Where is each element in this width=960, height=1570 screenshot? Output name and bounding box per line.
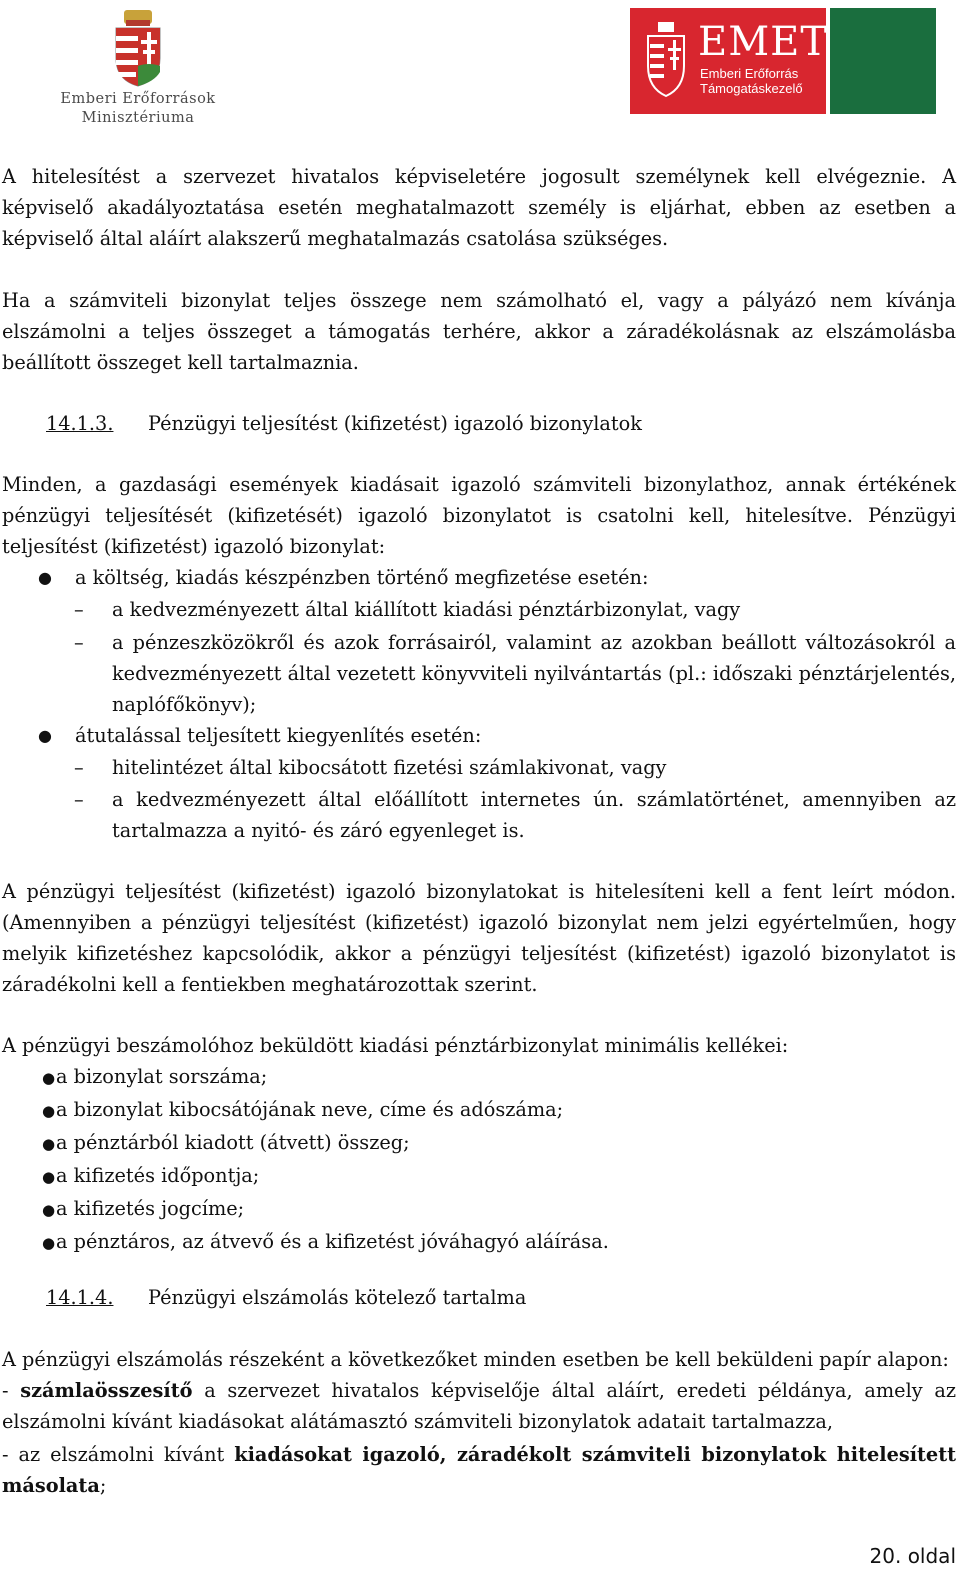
bullet-icon: ● (42, 1135, 56, 1153)
ministry-line-2: Minisztériuma (81, 110, 195, 126)
emet-title: EMET (698, 19, 829, 65)
list-subitem-bookkeeping: a pénzeszközökről és azok forrásairól, valamint az azokban beállott változásokról a kedvezményezett által vezetett könyvviteli nyilvántartás (pl.: időszaki pénztárjelentés, naplófőkönyv); (112, 631, 956, 716)
bold-term: kiadásokat igazoló, záradékolt számviteli bizonylatok hitelesített másolata (2, 1443, 957, 1497)
list-subitem-cash-receipt: a kedvezményezett által kiállított kiadási pénztárbizonylat, vagy (112, 598, 741, 621)
list-item: ●a kifizetés jogcíme; (42, 1193, 609, 1226)
section-title: Pénzügyi teljesítést (kifizetést) igazoló bizonylatok (148, 412, 642, 435)
bullet-icon: ● (42, 1102, 56, 1120)
list-item-transfer: átutalással teljesített kiegyenlítés esetén: (75, 724, 482, 747)
page-number: 20. oldal (869, 1544, 956, 1568)
list-item-cash: a költség, kiadás készpénzben történő megfizetése esetén: (75, 566, 649, 589)
list-item: ●a bizonylat kibocsátójának neve, címe és adószáma; (42, 1094, 609, 1127)
section-title: Pénzügyi elszámolás kötelező tartalma (148, 1286, 527, 1309)
receipt-requirements-list (42, 1061, 609, 1259)
paragraph-payment-proof: Minden, a gazdasági események kiadásait igazoló számviteli bizonylathoz, annak értékének pénzügyi teljesítését (kifizetését) igazoló bizonylatot is csatolni kell, hitelesítve. Pénzügyi teljesítést (kifizetést) igazoló bizonylat: (2, 473, 956, 558)
section-number: 14.1.4. (46, 1286, 114, 1309)
bullet-icon: ● (42, 1069, 56, 1087)
paragraph-receipt-requirements: A pénzügyi beszámolóhoz beküldött kiadási pénztárbizonylat minimális kellékei: (2, 1034, 789, 1057)
paragraph-invoice-summary: - számlaösszesítő a szervezet hivatalos képviselője által aláírt, eredeti példánya, amely az elszámolni kívánt kiadásokat alátámasztó számviteli bizonylatok adatait tartalmazza, (2, 1379, 956, 1433)
paragraph-certified-copies: - az elszámolni kívánt kiadásokat igazoló, záradékolt számviteli bizonylatok hitelesített másolata; (2, 1443, 957, 1497)
list-subitem-account-history: a kedvezményezett által előállított internetes ún. számlatörténet, amennyiben az tartalmazza a nyitó- és záró egyenleget is. (112, 788, 956, 842)
emet-green-block (830, 8, 936, 114)
dash-icon: – (74, 788, 84, 811)
paragraph-authentication-method: A pénzügyi teljesítést (kifizetést) igazoló bizonylatokat is hitelesíteni kell a fent leírt módon. (Amennyiben a pénzügyi teljesítést (kifizetést) igazoló bizonylat nem jelzi egyértelműen, hogy melyik kifizetéshez kapcsolódik, akkor a pénzügyi teljesítést (kifizetést) igazoló bizonylatot is záradékolni kell a fentiekben meghatározottak szerint. (2, 880, 956, 996)
list-item: ●a kifizetés időpontja; (42, 1160, 609, 1193)
dash-icon: – (74, 756, 84, 779)
paragraph-partial-amount: Ha a számviteli bizonylat teljes összege nem számolható el, vagy a pályázó nem kívánja elszámolni a teljes összeget a támogatás terhére, akkor a záradékolásnak az elszámolásba beállított összeget kell tartalmaznia. (2, 289, 956, 374)
paragraph-mandatory-content: A pénzügyi elszámolás részeként a következőket minden esetben be kell beküldeni papír alapon: (2, 1348, 949, 1371)
emet-crest-icon (646, 22, 686, 98)
emet-subtitle (700, 66, 803, 96)
emet-logo (630, 8, 936, 114)
list-subitem-bank-statement: hitelintézet által kibocsátott fizetési számlakivonat, vagy (112, 756, 667, 779)
bullet-icon: ● (42, 1201, 56, 1219)
bullet-icon: ● (42, 1168, 56, 1186)
coat-of-arms-icon (110, 10, 166, 88)
list-item: ●a pénztáros, az átvevő és a kifizetést jóváhagyó aláírása. (42, 1226, 609, 1259)
section-heading-14-1-4 (46, 1282, 526, 1313)
emet-sub-line-2: Támogatáskezelő (700, 81, 803, 96)
bold-term: számlaösszesítő (20, 1379, 193, 1402)
section-number: 14.1.3. (46, 412, 114, 435)
dash-icon: – (74, 598, 84, 621)
bullet-icon: ● (38, 568, 52, 587)
section-heading-14-1-3 (46, 408, 642, 439)
list-item: ●a pénztárból kiadott (átvett) összeg; (42, 1127, 609, 1160)
emet-sub-line-1: Emberi Erőforrás (700, 66, 799, 81)
ministry-logo (48, 10, 228, 130)
ministry-name (48, 90, 228, 128)
emet-red-block (630, 8, 829, 114)
bullet-icon: ● (42, 1234, 56, 1252)
dash-icon: – (74, 631, 84, 654)
list-item: ●a bizonylat sorszáma; (42, 1061, 609, 1094)
ministry-line-1: Emberi Erőforrások (60, 91, 216, 107)
paragraph-authentication: A hitelesítést a szervezet hivatalos képviseletére jogosult személynek kell elvégeznie. A képviselő akadályoztatása esetén meghatalmazott személy is eljárhat, ebben az esetben a képviselő által aláírt alakszerű meghatalmazás csatolása szükséges. (2, 165, 956, 250)
bullet-icon: ● (38, 726, 52, 745)
